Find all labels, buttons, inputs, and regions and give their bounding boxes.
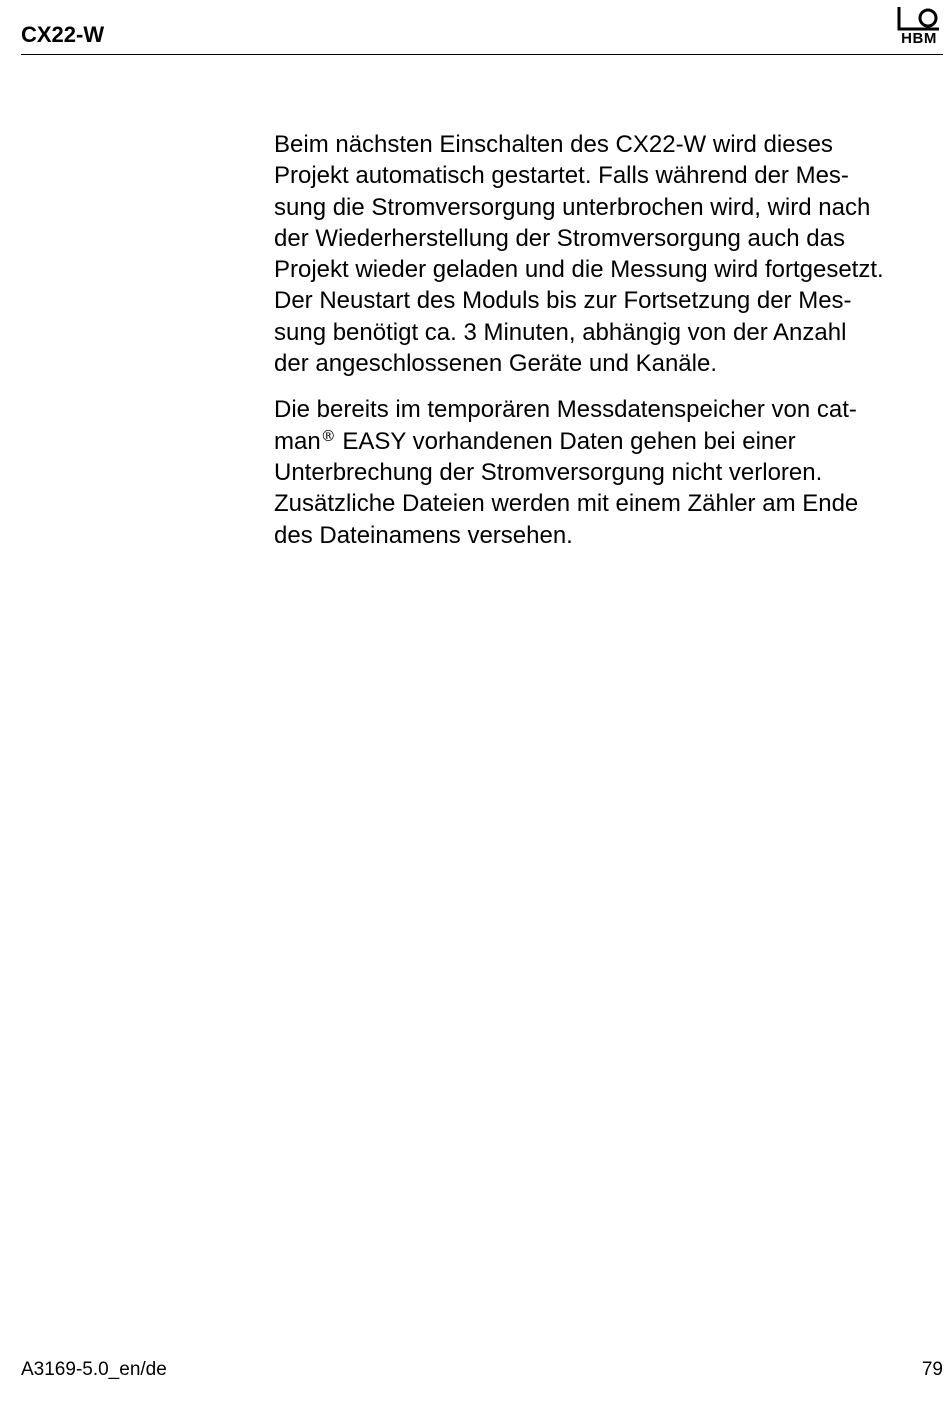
text-fragment: EASY vorhandenen Daten gehen bei einer — [335, 427, 796, 455]
paragraph-2 — [274, 394, 946, 550]
hbm-logo — [895, 4, 943, 48]
text-fragment: man — [274, 427, 321, 455]
paragraph-1 — [274, 129, 946, 379]
text-line: Beim nächsten Einschalten des CX22-W wird dieses — [274, 131, 833, 158]
text-line: Unterbrechung der Stromversorgung nicht verloren. — [274, 458, 823, 486]
text-line: der Wiederherstellung der Stromversorgung auch das — [274, 224, 845, 252]
text-line: Projekt wieder geladen und die Messung wird fortgesetzt. — [274, 256, 884, 284]
text-line — [274, 426, 946, 457]
body-text — [274, 129, 946, 566]
registered-mark: ® — [320, 426, 336, 445]
footer-doc-id: A3169-5.0_en/de — [21, 1359, 167, 1380]
text-line: sung die Stromversorgung unterbrochen wird, wird nach — [274, 193, 871, 221]
header-title: CX22-W — [21, 22, 105, 47]
text-line: Der Neustart des Moduls bis zur Fortsetzung der Mes- — [274, 287, 852, 315]
hbm-logo-icon — [895, 4, 943, 32]
text-line: des Dateinamens versehen. — [274, 521, 573, 549]
text-line: der angeschlossenen Geräte und Kanäle. — [274, 350, 717, 378]
text-line: Zusätzliche Dateien werden mit einem Zähler am Ende — [274, 490, 859, 518]
text-line: Projekt automatisch gestartet. Falls während der Mes- — [274, 162, 849, 190]
header-divider — [21, 54, 943, 55]
text-line: sung benötigt ca. 3 Minuten, abhängig von der Anzahl — [274, 318, 847, 346]
hbm-logo-text: HBM — [901, 30, 937, 47]
footer-page-number: 79 — [921, 1359, 943, 1380]
text-line: Die bereits im temporären Messdatenspeicher von cat- — [274, 396, 857, 424]
